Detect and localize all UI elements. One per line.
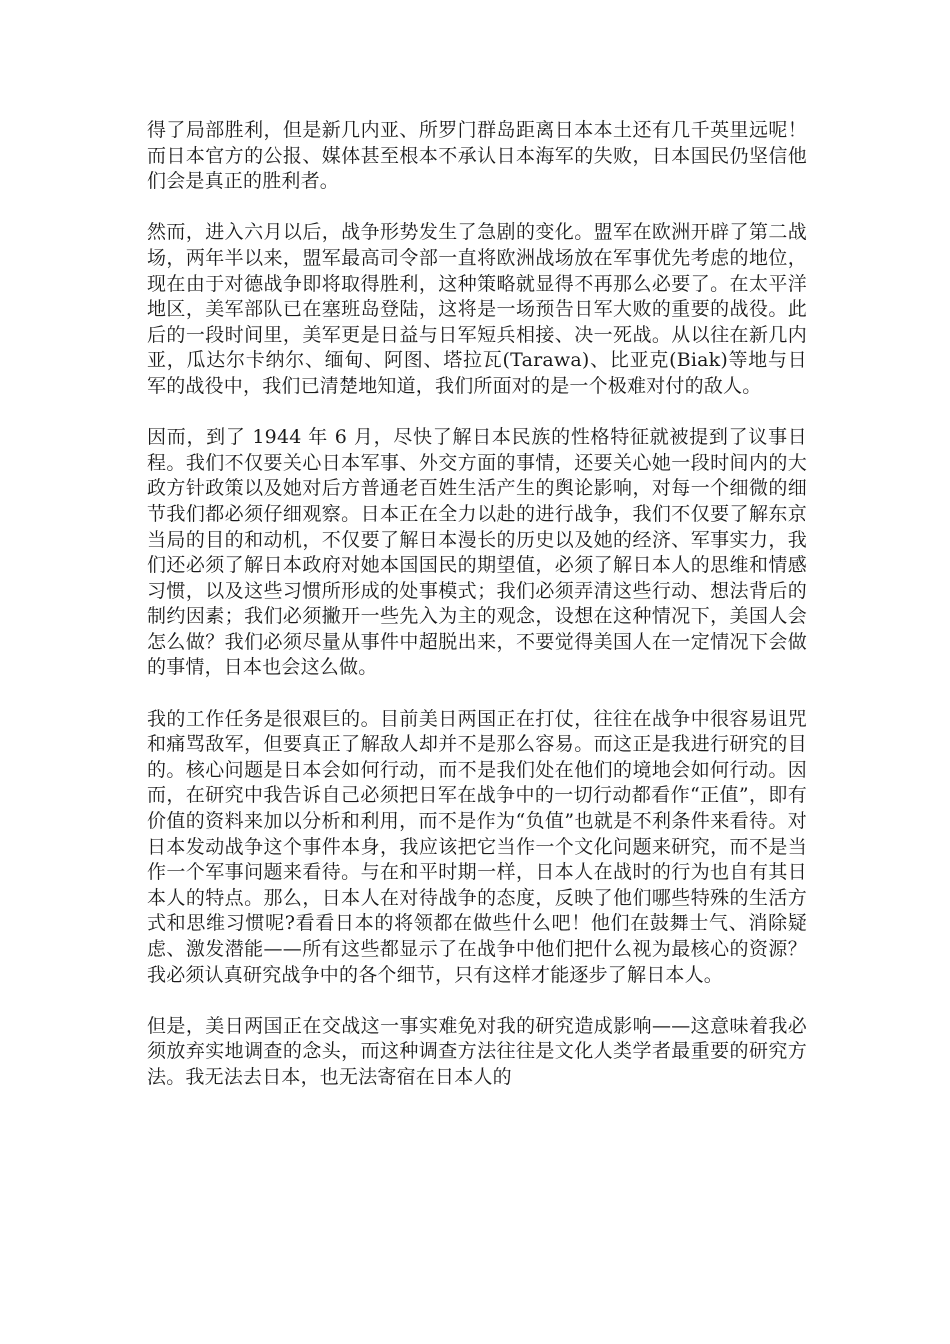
paragraph-2: 然而，进入六月以后，战争形势发生了急剧的变化。盟军在欧洲开辟了第二战场，两年半以来，盟军最高司令部一直将欧洲战场放在军事优先考虑的地位，现在由于对德战争即将取得胜利，这种策略就显得不再那么必要了。在太平洋地区，美军部队已在塞班岛登陆，这将是一场预告日军大败的重要的战役。此后的一段时间里，美军更是日益与日军短兵相接、决一死战。从以往在新几内亚，瓜达尔卡纳尔、缅甸、阿图、塔拉瓦(Tarawa)、比亚克(Biak)等地与日军的战役中，我们已清楚地知道，我们所面对的是一个极难对付的敌人。 xyxy=(147,221,807,397)
paragraph-5: 但是，美日两国正在交战这一事实难免对我的研究造成影响——这意味着我必须放弃实地调查的念头，而这种调查方法往往是文化人类学者最重要的研究方法。我无法去日本，也无法寄宿在日本人的 xyxy=(147,1014,807,1088)
paragraph-4: 我的工作任务是很艰巨的。目前美日两国正在打仗，往往在战争中很容易诅咒和痛骂敌军，但要真正了解敌人却并不是那么容易。而这正是我进行研究的目的。核心问题是日本会如何行动，而不是我们处在他们的境地会如何行动。因而，在研究中我告诉自己必须把日军在战争中的一切行动都看作“正值”，即有价值的资料来加以分析和利用，而不是作为“负值”也就是不利条件来看待。对日本发动战争这个事件本身，我应该把它当作一个文化问题来研究，而不是当作一个军事问题来看待。与在和平时期一样，日本人在战时的行为也自有其日本人的特点。那么，日本人在对待战争的态度，反映了他们哪些特殊的生活方式和思维习惯呢?看看日本的将领都在做些什么吧！他们在鼓舞士气、消除疑虑、激发潜能——所有这些都显示了在战争中他们把什么视为最核心的资源？我必须认真研究战争中的各个细节，只有这样才能逐步了解日本人。 xyxy=(147,707,807,986)
paragraph-1: 得了局部胜利，但是新几内亚、所罗门群岛距离日本本土还有几千英里远呢！而日本官方的公报、媒体甚至根本不承认日本海军的失败，日本国民仍坚信他们会是真正的胜利者。 xyxy=(147,119,807,193)
paragraph-3: 因而，到了 1944 年 6 月，尽快了解日本民族的性格特征就被提到了议事日程。我们不仅要关心日本军事、外交方面的事情，还要关心她一段时间内的大政方针政策以及她对后方普通老百姓生活产生的舆论影响，对每一个细微的细节我们都必须仔细观察。日本正在全力以赴的进行战争，我们不仅要了解东京当局的目的和动机，不仅要了解日本漫长的历史以及她的经济、军事实力，我们还必须了解日本政府对她本国国民的期望值，必须了解日本人的思维和情感习惯，以及这些习惯所形成的处事模式；我们必须弄清这些行动、想法背后的制约因素；我们必须撇开一些先入为主的观念，设想在这种情况下，美国人会怎么做？我们必须尽量从事件中超脱出来，不要觉得美国人在一定情况下会做的事情，日本也会这么做。 xyxy=(147,426,807,679)
document-page xyxy=(147,118,807,1116)
